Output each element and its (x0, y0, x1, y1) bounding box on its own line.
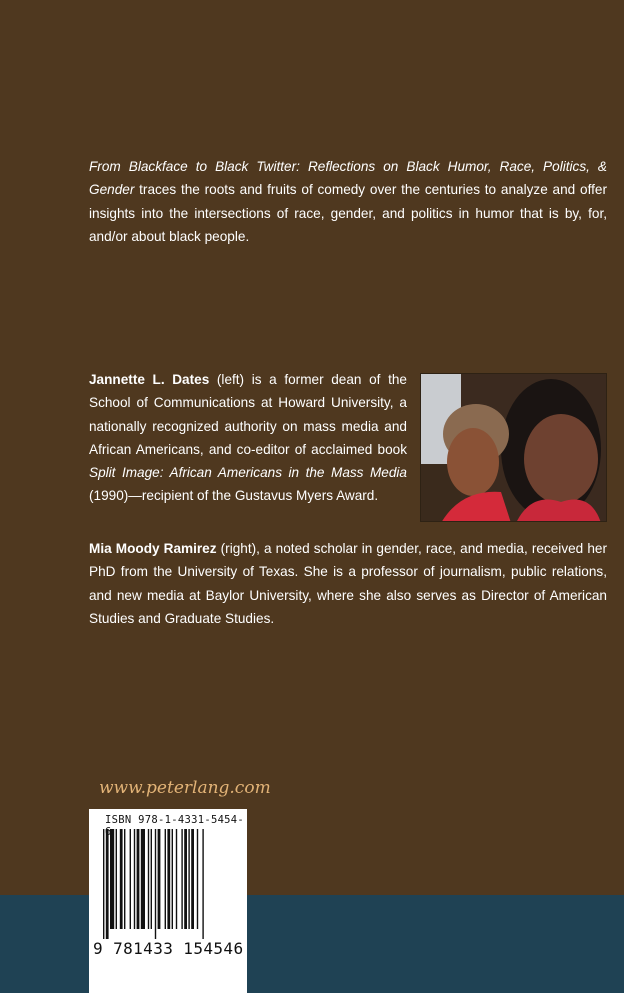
barcode-bar (191, 829, 194, 929)
barcode-bar (134, 829, 135, 929)
publisher-website[interactable]: www.peterlang.com (99, 778, 271, 798)
author-bio-dates (89, 368, 407, 508)
barcode-bar (120, 829, 123, 929)
author-name: Jannette L. Dates (89, 372, 210, 387)
book-title: Split Image: African Americans in the Mass Media (89, 465, 407, 481)
isbn-barcode (89, 809, 247, 993)
barcode-bar (106, 829, 109, 939)
barcode-bar (172, 829, 173, 929)
barcode-bar (124, 829, 125, 929)
barcode-bar (151, 829, 152, 929)
bio-text: (1990)—recipient of the Gustavus Myers Award. (89, 488, 379, 504)
barcode-bar (188, 829, 189, 929)
barcode-bar (167, 829, 170, 929)
author-bio-ramirez (89, 537, 607, 630)
barcode-bar (130, 829, 131, 929)
author-photo (420, 373, 607, 522)
description-text: traces the roots and fruits of comedy over the centuries to analyze and offer insights into the intersections of race, gender, and politics in humor that is by, for, and/or about black people. (89, 182, 607, 244)
barcode-bar (197, 829, 198, 929)
barcode-bar (110, 829, 114, 929)
barcode-bar (181, 829, 182, 929)
barcode-bar (202, 829, 203, 939)
author-name: Mia Moody Ramirez (89, 541, 217, 556)
bio-text: (right), a noted scholar in gender, race, and media, received her PhD from the University of Texas. She is a professor of journalism, public relations, and new media at Baylor University, where she also serves as Director of American Studies and Graduate Studies. (89, 541, 607, 626)
barcode-bar (155, 829, 156, 939)
barcode-bar (148, 829, 149, 929)
book-title: From Blackface to Black Twitter: Reflections on Black Humor, Race, Politics, & Gender (89, 159, 607, 198)
barcode-bar (103, 829, 104, 939)
bio-text: (left) is a former dean of the School of Communications at Howard University, a nationally recognized authority on mass media and African Americans, and co-editor of acclaimed book (89, 372, 407, 457)
barcode-bars (103, 829, 237, 939)
book-description (89, 155, 607, 248)
barcode-bar (184, 829, 187, 929)
isbn-label: ISBN 978-1-4331-5454- (105, 814, 245, 826)
barcode-bar (165, 829, 166, 929)
barcode-bar (158, 829, 161, 929)
barcode-digits: 9 781433 154546 (93, 939, 244, 958)
barcode-bar (141, 829, 145, 929)
barcode-bar (137, 829, 140, 929)
barcode-bar (176, 829, 177, 929)
barcode-bar (116, 829, 117, 929)
